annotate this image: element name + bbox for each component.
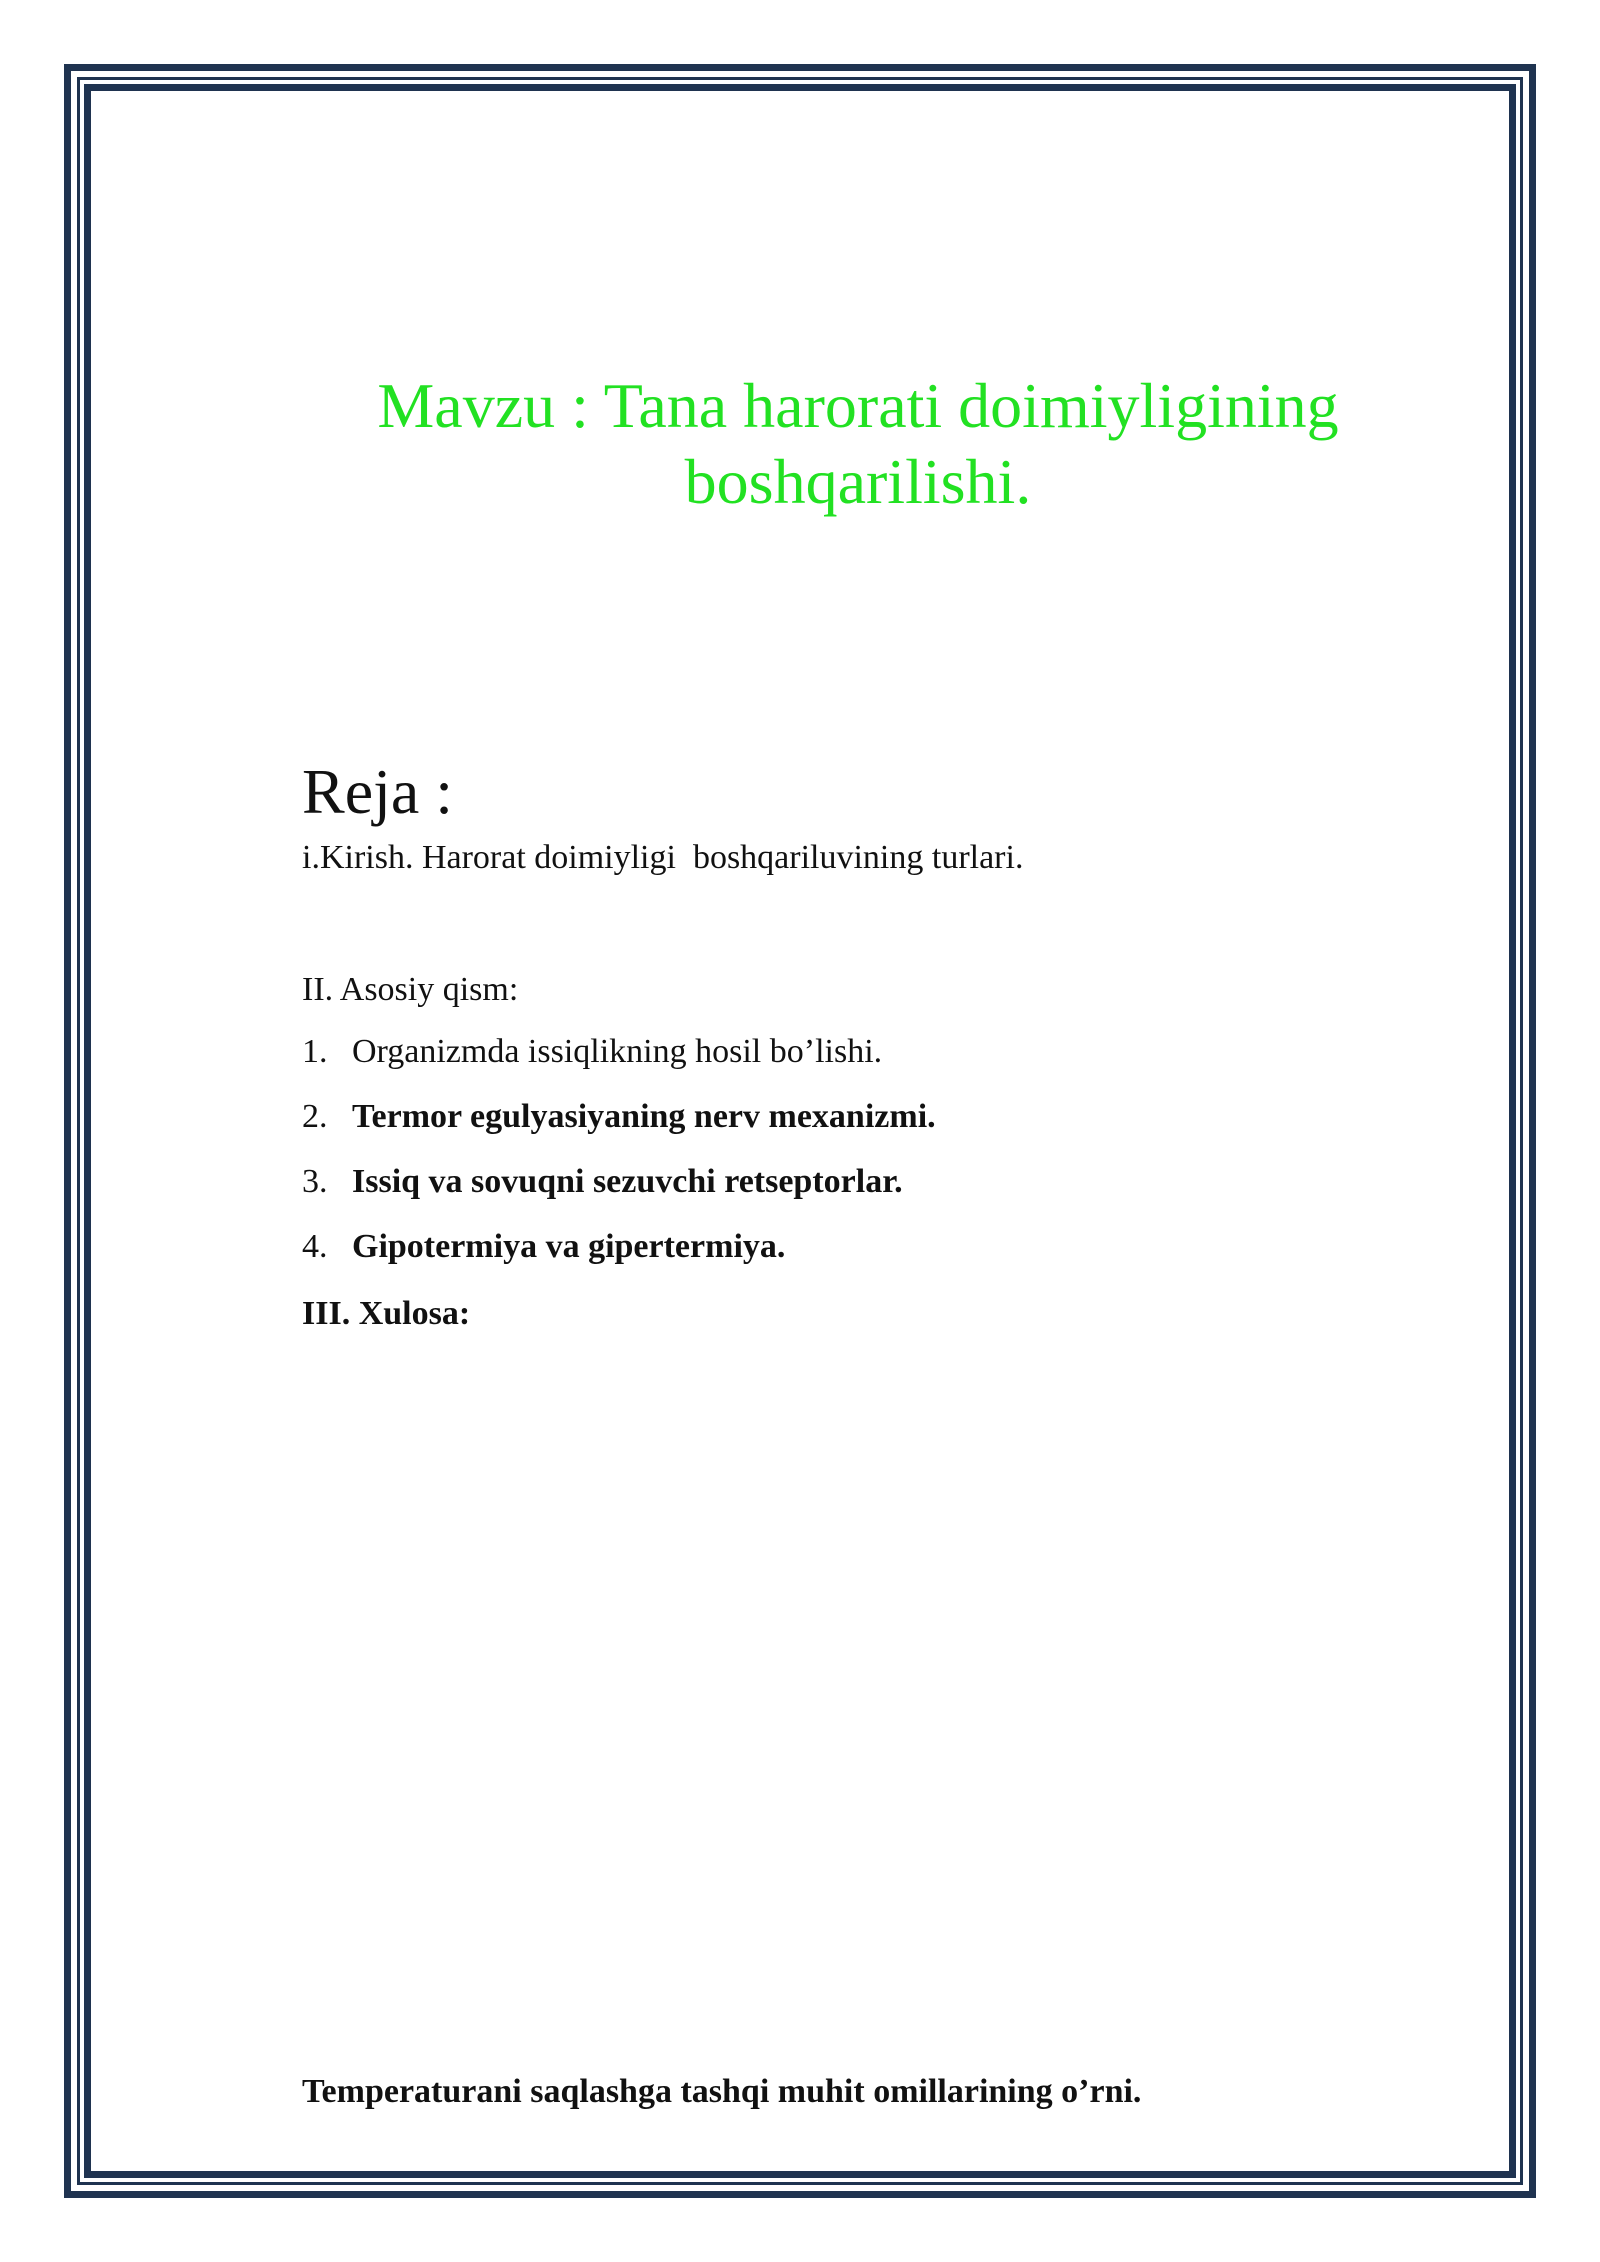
plan-conclusion: III. Xulosa: bbox=[302, 1295, 471, 1332]
list-item-number: 1. bbox=[302, 1033, 328, 1070]
list-item bbox=[302, 1030, 936, 1095]
title-line-1: Mavzu : Tana harorati doimiyligining bbox=[377, 370, 1339, 441]
list-item-text: Termor egulyasiyaning nerv mexanizmi. bbox=[352, 1098, 936, 1135]
plan-intro: i.Kirish. Harorat doimiyligi boshqariluvining turlari. bbox=[302, 839, 1024, 876]
list-item bbox=[302, 1225, 936, 1290]
list-item bbox=[302, 1160, 936, 1225]
list-item-number: 4. bbox=[302, 1228, 328, 1265]
list-item-number: 3. bbox=[302, 1163, 328, 1200]
list-item-text: Gipotermiya va gipertermiya. bbox=[352, 1228, 786, 1265]
list-item-text: Organizmda issiqlikning hosil bo’lishi. bbox=[352, 1033, 883, 1070]
plan-item-list bbox=[302, 1030, 936, 1290]
title-line-2: boshqarilishi. bbox=[684, 446, 1032, 517]
plan-heading: Reja : bbox=[302, 756, 454, 827]
list-item-text: Issiq va sovuqni sezuvchi retseptorlar. bbox=[352, 1163, 903, 1200]
plan-main-heading: II. Asosiy qism: bbox=[302, 971, 519, 1008]
list-item bbox=[302, 1095, 936, 1160]
footer-topic: Temperaturani saqlashga tashqi muhit omillarining o’rni. bbox=[302, 2073, 1142, 2110]
document-title bbox=[240, 368, 1476, 520]
list-item-number: 2. bbox=[302, 1098, 328, 1135]
